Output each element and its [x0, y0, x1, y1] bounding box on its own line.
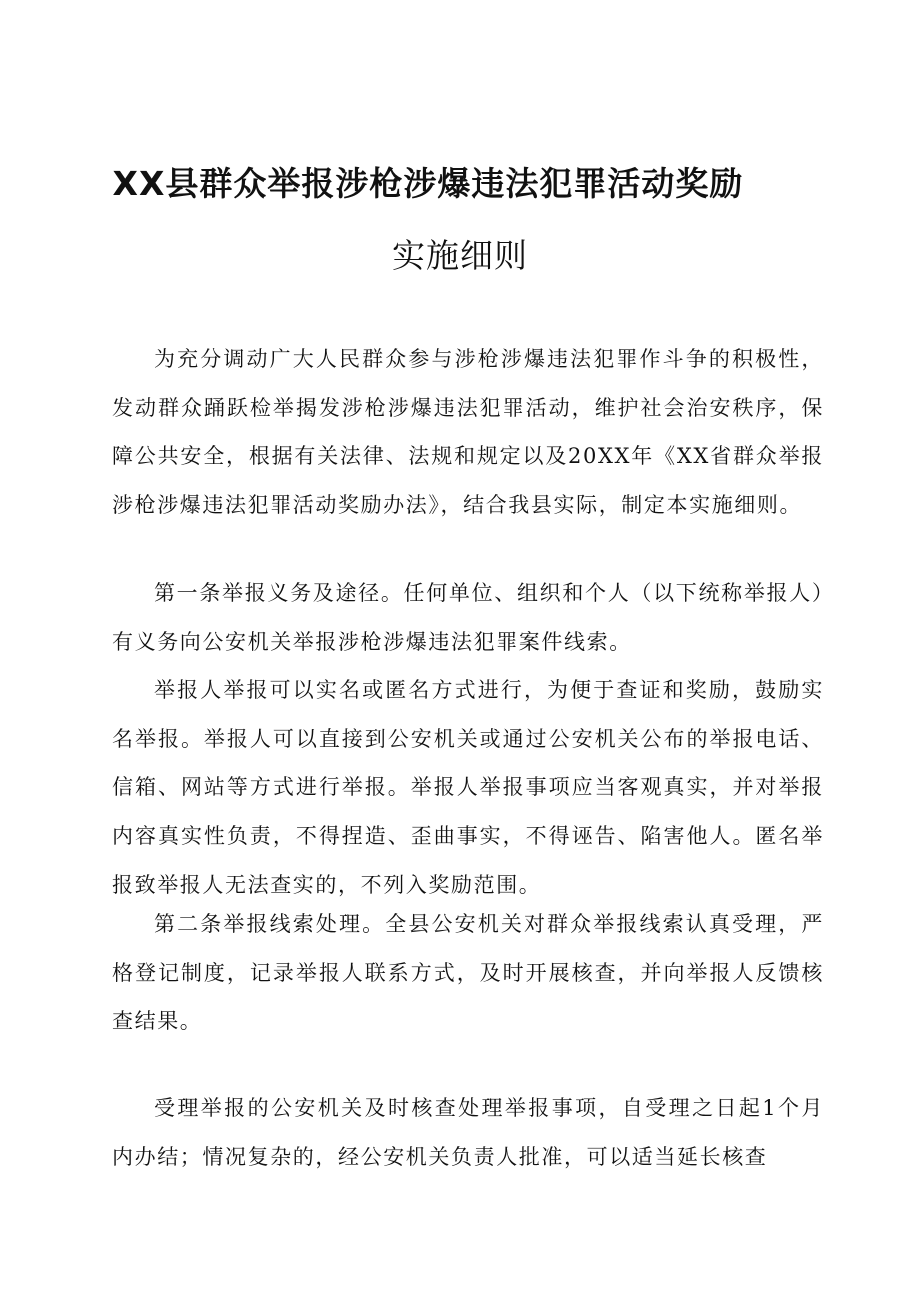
paragraph-article-2: 第二条举报线索处理。全县公安机关对群众举报线索认真受理，严格登记制度，记录举报人联系方式，及时开展核查，并向举报人反馈核查结果。 — [112, 912, 824, 1034]
document-title-line-2: 实施细则 — [392, 236, 528, 275]
document-title-line-1: XX县群众举报涉枪涉爆违法犯罪活动奖励 — [112, 164, 744, 203]
paragraph-preamble: 为充分调动广大人民群众参与涉枪涉爆违法犯罪作斗争的积极性，发动群众踊跃检举揭发涉枪涉爆违法犯罪活动，维护社会治安秩序，保障公共安全，根据有关法律、法规和规定以及20XX年《XX省群众举报涉枪涉爆违法犯罪活动奖励办法》，结合我县实际，制定本实施细则。 — [112, 347, 824, 518]
paragraph-article-1: 第一条举报义务及途径。任何单位、组织和个人（以下统称举报人）有义务向公安机关举报涉枪涉爆违法犯罪案件线索。 — [112, 581, 824, 654]
paragraph-article-2-detail: 受理举报的公安机关及时核查处理举报事项，自受理之日起1个月内办结；情况复杂的，经公安机关负责人批准，可以适当延长核查 — [112, 1096, 824, 1169]
paragraph-article-1-detail: 举报人举报可以实名或匿名方式进行，为便于查证和奖励，鼓励实名举报。举报人可以直接到公安机关或通过公安机关公布的举报电话、信箱、网站等方式进行举报。举报人举报事项应当客观真实，并对举报内容真实性负责，不得捏造、歪曲事实，不得诬告、陷害他人。匿名举报致举报人无法查实的，不列入奖励范围。 — [112, 678, 824, 897]
